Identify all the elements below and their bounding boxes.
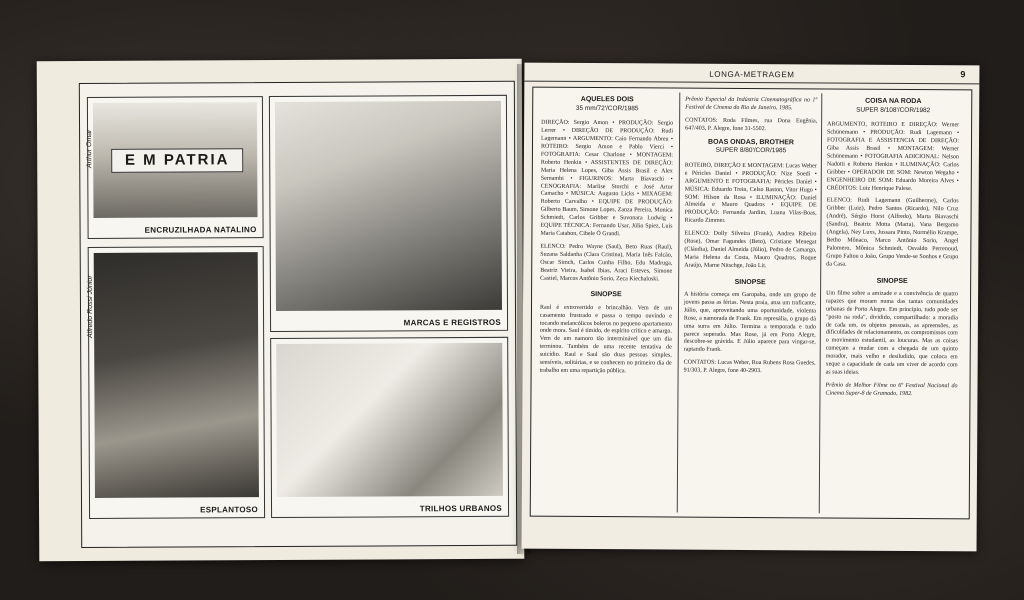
synopsis-text: Um filme sobre a amizade e a convivência de quatro rapazes que moram numa das tantas comunidades urbanas de Porto Alegre. Em princípio, tudo pode ser "posto na roda", dividido, compartilhado: a moradia de cada um, os objetos pessoais, as apreensões, as dificuldades de relacionamento, os compromissos com o movimento estudantil, as loucuras. Mas as coisas começam a mudar com a chegada de um quinto morador, mais velho e desiludido, que coloca em xeque a capacidade de cada um viver de acordo com as suas ideias. <box>825 290 959 376</box>
right-page <box>522 63 980 552</box>
film-subtitle: SUPER 8/108'/COR/1982 <box>856 106 931 114</box>
film-cast: ELENCO: Rudi Lagemann (Guilherme), Carlos Gribber (Luiz), Pedro Santos (Ricardo), Nilo Cruz (André), Sérgio Horst (Alfredo), Marta Biavaschi (Sandra), Beatriz Motta (Marta), Vana Bergamo (Angela), Ney Luxs, Jussara Pinto, Normélio Krampe, Betho Mônaco, Marco Antônio Sorio, Angel Palomero, Mônica Schmiedt, Osvaldo Perrenoud, Grupo Faltou o João, Grupo Vende-se Sonhos e Grupo da Casa. <box>826 197 959 268</box>
photo-marcas-e-registros <box>269 95 508 332</box>
photo-image <box>93 102 258 218</box>
synopsis-heading: SINOPSE <box>876 277 908 285</box>
column-divider <box>819 93 823 513</box>
contacts-text: CONTATOS: Roda Filmes, rua Dona Eugênia, 647/403, P. Alegre, fone 31-5502. <box>685 117 818 132</box>
film-cast: ELENCO: Dolly Silveira (Frank), Andrea Ribeiro (Rose), Omar Fagundes (Beto), Cristiane Menegat (Cláudia), Daniel Almeida (Júlio), Pedro de Camargo, Maria Helena da Costa, Mauro Quadros, Roque Araújo, Marne Nitschge, João Lit. <box>684 230 817 269</box>
column-divider <box>677 93 681 513</box>
protest-banner: E M PATRIA <box>111 148 243 173</box>
photo-esplantoso <box>88 246 265 519</box>
photo-caption: MARCAS E REGISTROS <box>403 317 502 328</box>
film-credits: ROTEIRO, DIREÇÃO E MONTAGEM: Lucas Weber e Péricles Daniel • PRODUÇÃO: Nize Soedi • ARGUMENTO E FOTOGRAFIA: Péricles Daniel • MÚSICA: Eduardo Trein, Celso Baston, Vitor Hugo • SOM: Hilson da Rosa • ILUMINAÇÃO: Daniel Almeida e Mauro Quadros • EQUIPE DE PRODUÇÃO: Fernanda Jardim, Luana Vilas-Boas, Ricardo Zimmer. <box>684 162 817 225</box>
film-title: BOAS ONDAS, BROTHER <box>708 138 794 146</box>
award-text: Prêmio Especial da Indústria Cinematográfica no 1º Festival de Cinema do Rio de Janeiro, 1985. <box>685 96 818 112</box>
film-subtitle: SUPER 8/80'/COR/1985 <box>715 147 787 155</box>
contacts-text: CONTATOS: Lucas Weber, Rua Rubens Rosa Guedes, 91/303, P. Alegre, fone 40-2903. <box>683 359 816 375</box>
column-aqueles-dois <box>540 96 674 382</box>
photo-image <box>275 101 502 311</box>
page-number: 9 <box>960 69 966 80</box>
synopsis-heading: SINOPSE <box>590 291 622 299</box>
award-text: Prêmio de Melhor Filme no 6º Festival Nacional do Cinema Super-8 de Gramado, 1982. <box>825 382 958 397</box>
film-cast: ELENCO: Pedro Wayne (Saul), Beto Ruas (Raul), Suzana Saldanha (Clara Cristina), Maria Inês Falcão, Oscar Simch, Carlos Cunha Filho, Edu Madruga, Beatriz Vieira, Isabel Ibias, Araci Esteves, Simone Castiel, Marcos Antônio Sorio, Zeca Kiechaloski. <box>540 243 673 282</box>
film-title: COISA NA RODA <box>865 97 922 106</box>
photo-caption: TRILHOS URBANOS <box>419 503 503 514</box>
photo-credit: Alfredo Rossi Júnior <box>86 275 95 339</box>
left-page <box>37 59 525 562</box>
column-coisa-na-roda <box>825 97 959 403</box>
photo-trilhos-urbanos <box>270 337 509 518</box>
text-frame <box>530 87 973 520</box>
film-subtitle: 35 mm/72'/COR/1985 <box>575 104 639 113</box>
film-credits: ARGUMENTO, ROTEIRO E DIREÇÃO: Werner Schünemann • PRODUÇÃO: Rudi Lagemann • FOTOGRAFIA E ASSISTENCIA DE DIREÇÃO: Giba Assis Brasil • MONTAGEM: Werner Schünemann • FOTOGRAFIA ADICIONAL: Nelson Nadotti e Roberto Henkin • ILUMINAÇÃO: Carlos Gribber • OPERADOR DE SOM: Newton Wegaho • ENGENHEIRO DE SOM: Eduardo Moreira Alves • CRÉDITOS: Luiz Henrique Palese. <box>826 121 960 192</box>
photo-image <box>276 343 503 497</box>
photo-image <box>94 252 259 498</box>
synopsis-text: Raul é extrovertido e brincalhão. Vem de um casamento frustrado e passa o tempo ouvindo e tocando melancólicos boleros no pequeno apartamento onde mora. Saul é tímido, de espírito crítico e amargo. Vem de um namoro tão interminável que um dia terminou. Também de uma recente tentativa de suicídio. Raul e Saul são duas pessoas simples, sensíveis, solitárias, e se conhecem no primeiro dia de trabalho em uma repartição pública. <box>539 304 673 375</box>
photo-credit: Arthur Omar <box>86 129 94 169</box>
synopsis-heading: SINOPSE <box>734 278 766 286</box>
column-boas-ondas <box>684 97 818 382</box>
photo-caption: ENCRUZILHADA NATALINO <box>144 225 257 235</box>
film-title: AQUELES DOIS <box>580 95 634 104</box>
photo-encruzilhada-natalino <box>87 96 264 239</box>
photo-caption: ESPLANTOSO <box>200 505 259 515</box>
film-credits: DIREÇÃO: Sergio Amon • PRODUÇÃO: Sergio Lerrer • DIREÇÃO DE PRODUÇÃO: Rudi Lagemann • ARGUMENTO: Caio Fernando Abreu • ROTEIRO: Sergio Amon e Pablo Vierci • FOTOGRAFIA: Cesar Charlone • MONTAGEM: Roberto Henkin • ASSISTENTES DE DIREÇÃO: Maria Helena Lopes, Giba Assis Brasil e Alex Sernambi • FIGURINOS: Marta Biavaschi • CENOGRAFIA: Marlise Storchi e José Artur Camacho • MÚSICA: Augusto Licks • MIXAGEM: Roberto Carvalho • EQUIPE DE PRODUÇÃO: Gilberto Baum, Simone Lopes, Zanza Pereira, Monica Schmiedt, Carlos Gribber e Suvonara Ludwig • EQUIPE TÉCNICA: Fernando Usar, Júlio Spiez, Luis Maria Catabon, Cibele Ó Grandi. <box>540 120 674 238</box>
synopsis-text: A história começa em Garopaba, onde um grupo de jovens passa as férias. Nesta praia, atua um traficante, Júlio, que, aproveitando uma oportunidade, violenta Rose, a namorada de Frank. Em represália, o grupo dá uma surra em Júlio. Termina a temporada e tudo parece superado. Mas Rose, já em Porto Alegre, descobre-se grávida. E Júlio aparece para vingar-se, raptando Frank. <box>683 291 817 354</box>
running-head: LONGA-METRAGEM <box>524 69 979 85</box>
